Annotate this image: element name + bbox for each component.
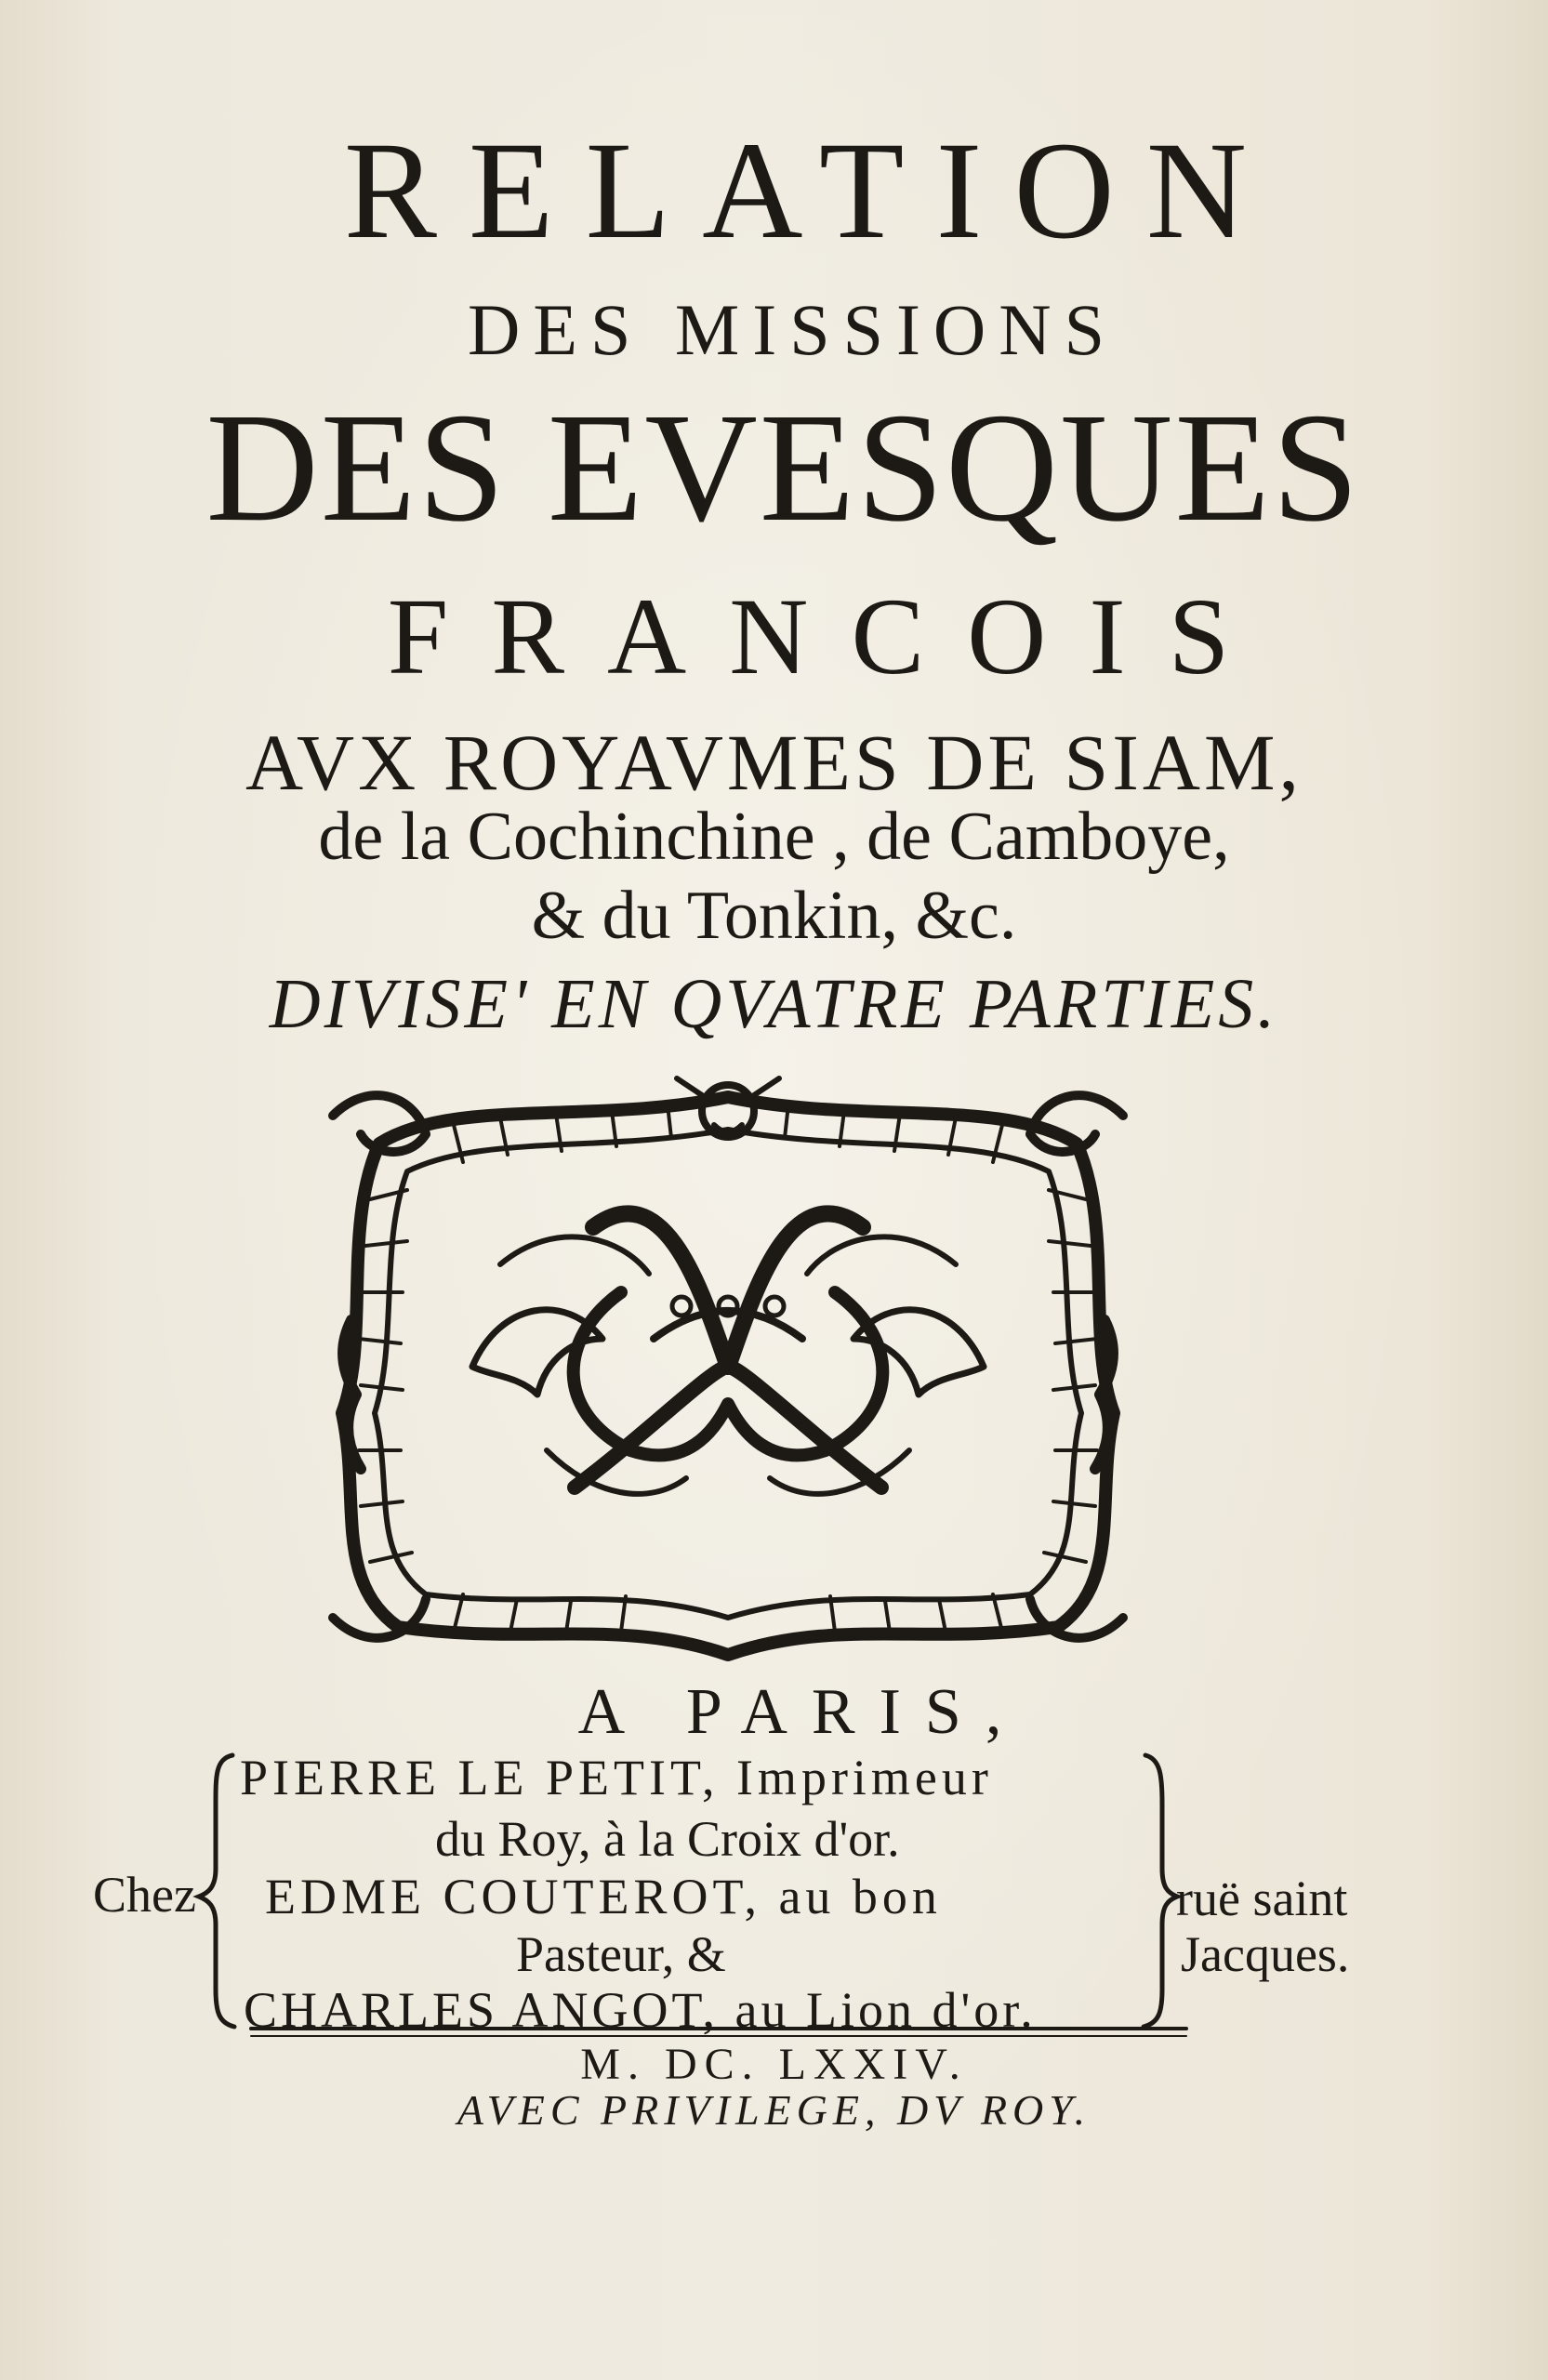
title-tonkin: & du Tonkin, &c.	[531, 878, 1017, 954]
title-des-evesques: DES EVESQUES	[205, 381, 1361, 554]
title-royaumes-de-siam: AVX ROYAVMES DE SIAM,	[245, 718, 1303, 807]
imprint-privilege: AVEC PRIVILEGE, DV ROY.	[456, 2086, 1092, 2134]
imprint-date: M. DC. LXXIV.	[580, 2040, 968, 2089]
title-divise-en-quatre-parties: DIVISE' EN QVATRE PARTIES.	[269, 965, 1279, 1043]
title-cochinchine: de la Cochinchine , de Camboye,	[318, 799, 1230, 875]
imprint-street-line-1: ruë saint	[1176, 1871, 1348, 1926]
imprint-city: A PARIS,	[577, 1676, 1026, 1748]
imprint-printer-1-address: du Roy, à la Croix d'or.	[435, 1811, 900, 1867]
imprint-printer-3: CHARLES ANGOT, au Lion d'or.	[244, 1982, 1037, 2038]
imprint-printer-2: EDME COUTEROT, au bon	[265, 1869, 942, 1924]
title-des-missions: DES MISSIONS	[468, 289, 1118, 370]
title-francois: FRANCOIS	[387, 575, 1273, 697]
imprint-printer-2-address: Pasteur, &	[516, 1926, 726, 1982]
title-relation: RELATION	[343, 113, 1279, 268]
printer-ornament-vignette	[314, 1060, 1142, 1664]
imprint-printer-1: PIERRE LE PETIT, Imprimeur	[240, 1750, 993, 1805]
imprint-chez: Chez	[93, 1867, 196, 1923]
imprint-street-line-2: Jacques.	[1181, 1926, 1350, 1982]
